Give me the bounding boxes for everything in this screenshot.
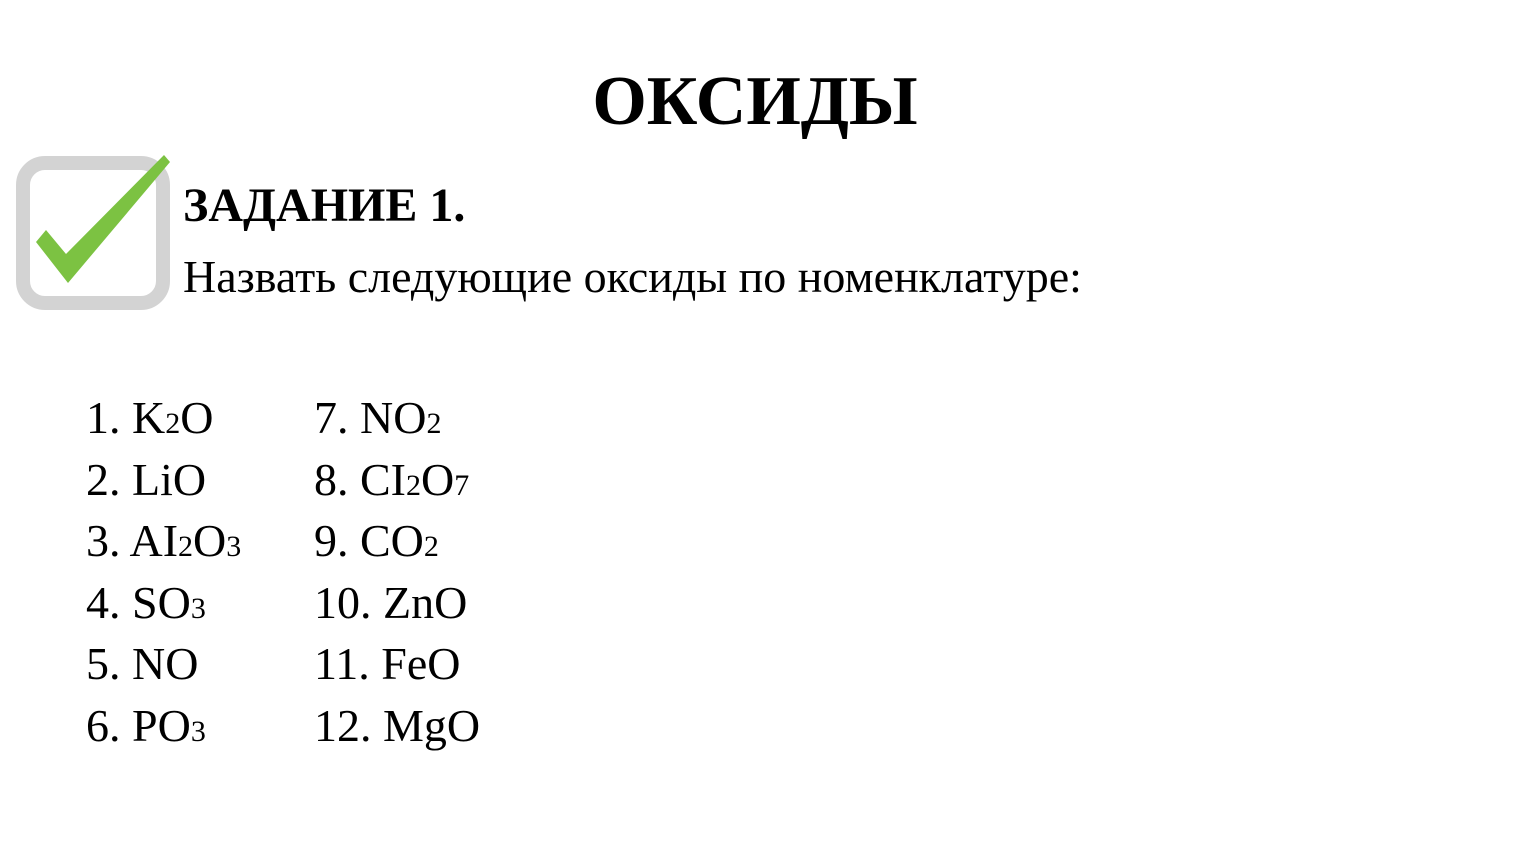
item-number: 4. bbox=[86, 576, 132, 628]
item-number: 2. bbox=[86, 453, 132, 505]
formula-element: NO bbox=[360, 392, 427, 443]
formula-index: 3 bbox=[226, 530, 242, 564]
checkmark-icon bbox=[14, 150, 174, 310]
formula-element: NO bbox=[132, 638, 199, 690]
oxide-formula bbox=[360, 392, 441, 443]
item-number: 8. bbox=[314, 453, 360, 505]
oxide-item bbox=[314, 387, 480, 449]
formula-index: 2 bbox=[178, 530, 194, 564]
formula-element: FeO bbox=[381, 638, 461, 690]
formula-element: CI bbox=[360, 453, 406, 505]
formula-element: AI bbox=[129, 515, 179, 567]
formula-index: 3 bbox=[190, 714, 206, 748]
oxide-item bbox=[314, 449, 480, 511]
oxide-formula bbox=[129, 515, 241, 566]
item-number: 3. bbox=[86, 515, 130, 567]
item-number: 9. bbox=[314, 515, 360, 567]
oxide-formula bbox=[360, 454, 469, 505]
formula-element: LiO bbox=[132, 453, 207, 505]
oxide-formula bbox=[360, 515, 439, 566]
oxide-item bbox=[86, 695, 241, 757]
oxide-formula bbox=[132, 700, 206, 751]
item-number: 11. bbox=[314, 638, 382, 690]
oxide-formula bbox=[132, 454, 206, 505]
item-number: 1. bbox=[86, 392, 132, 443]
oxide-formula bbox=[383, 577, 467, 628]
oxide-item bbox=[86, 633, 241, 695]
formula-index: 7 bbox=[454, 468, 470, 502]
item-number: 7. bbox=[314, 392, 360, 443]
slide-title: ОКСИДЫ bbox=[592, 63, 918, 140]
oxide-item bbox=[314, 572, 480, 634]
formula-element: CO bbox=[360, 515, 424, 567]
formula-element: K bbox=[132, 392, 166, 443]
formula-element: SO bbox=[132, 576, 191, 628]
oxide-list-column-2 bbox=[314, 387, 480, 757]
oxide-item bbox=[314, 695, 480, 757]
item-number: 12. bbox=[314, 699, 383, 751]
oxide-formula bbox=[381, 638, 460, 689]
oxide-list-column-1 bbox=[86, 387, 241, 757]
oxide-formula bbox=[132, 638, 198, 689]
formula-element: PO bbox=[132, 699, 191, 751]
formula-index: 2 bbox=[426, 407, 442, 440]
task-instruction: Назвать следующие оксиды по номенклатуре: bbox=[183, 251, 1082, 302]
item-number: 10. bbox=[314, 576, 383, 628]
oxide-formula bbox=[383, 700, 480, 751]
formula-element: O bbox=[180, 392, 214, 443]
formula-index: 2 bbox=[423, 530, 439, 564]
oxide-item bbox=[86, 387, 241, 449]
oxide-item bbox=[86, 449, 241, 511]
oxide-item bbox=[86, 572, 241, 634]
oxide-item bbox=[314, 510, 480, 572]
formula-index: 2 bbox=[165, 407, 181, 440]
oxide-formula bbox=[132, 577, 206, 628]
task-heading: ЗАДАНИЕ 1. bbox=[183, 179, 466, 232]
oxide-item bbox=[86, 510, 241, 572]
formula-index: 3 bbox=[190, 591, 206, 625]
formula-element: ZnO bbox=[383, 576, 468, 628]
formula-index: 2 bbox=[406, 468, 421, 502]
oxide-item bbox=[314, 633, 480, 695]
oxide-formula bbox=[132, 392, 213, 443]
formula-element: O bbox=[193, 515, 227, 567]
formula-element: MgO bbox=[383, 699, 481, 751]
formula-element: O bbox=[421, 453, 455, 505]
item-number: 5. bbox=[86, 638, 132, 690]
item-number: 6. bbox=[86, 699, 132, 751]
